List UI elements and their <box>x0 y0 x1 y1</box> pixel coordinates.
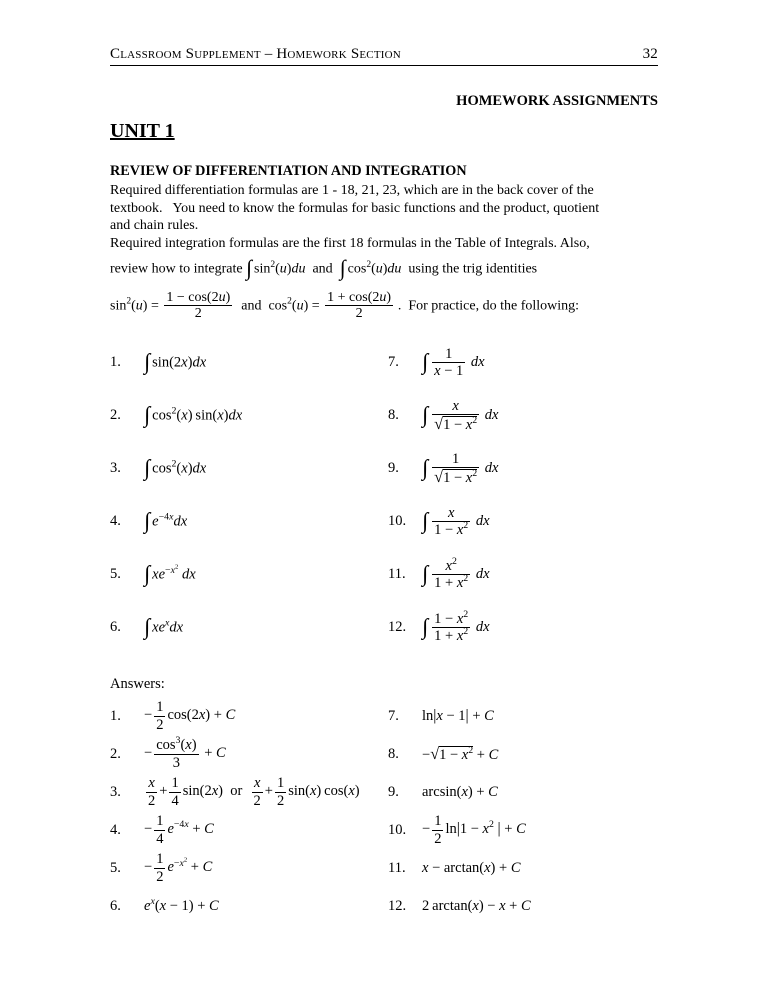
math-expression: x − arctan(x) + C <box>422 859 521 876</box>
homework-assignments-heading: HOMEWORK ASSIGNMENTS <box>456 93 658 109</box>
answer-item <box>110 697 388 735</box>
answer-number: 7. <box>388 707 399 724</box>
math-expression: − $\frac{1}{2}$ $\ln|1 - x^2$ | + C <box>422 813 526 847</box>
math-expression: $e^x(x - 1) + C$ <box>144 895 219 914</box>
answers-list <box>110 697 658 925</box>
unit-title: UNIT 1 <box>110 120 175 142</box>
problem-number: 4. <box>110 513 121 530</box>
integrate-review-line: review how to integrate ∫ $\sin^2(u)du$ and ∫ $\cos^2(u)du$ using the trig identities <box>110 256 538 280</box>
problem-item <box>110 548 388 601</box>
answer-number: 5. <box>110 859 121 876</box>
math-expression: − $\frac{1}{2}$ $e^{-x^2} + C$ <box>144 851 213 885</box>
answer-number: 9. <box>388 783 399 800</box>
problem-number: 3. <box>110 460 121 477</box>
trig-identity-line: $\sin^2(u)$ = $\frac{1 - \cos(2u)}{2}$ and $\cos^2(u)$ = $\frac{1 + \cos(2u)}{2}$ . For practice, do the following: <box>110 289 580 322</box>
paragraph-line: textbook. You need to know the formulas for basic functions and the product, quotient <box>110 200 600 216</box>
math-expression: ∫ $\frac{x^2}{1 + x^2}$ dx <box>422 555 490 592</box>
intro-paragraph <box>110 182 658 252</box>
answer-number: 6. <box>110 897 121 914</box>
math-expression: 2 arctan(x) − x + C <box>422 897 531 914</box>
problem-item <box>110 495 388 548</box>
answer-item <box>388 811 658 849</box>
math-expression: − $\frac{1}{4}$ $e^{-4x} + C$ <box>144 813 214 847</box>
paragraph-line: and chain rules. <box>110 218 199 233</box>
page-number: 32 <box>642 46 658 62</box>
answer-item <box>110 849 388 887</box>
math-expression: ∫ $\cos^2(x)dx$ <box>144 455 207 481</box>
answer-item <box>388 735 658 773</box>
answer-item <box>110 887 388 925</box>
math-expression: ∫ $\frac{1 - x^2}{1 + x^2}$ dx <box>422 608 490 645</box>
problem-number: 5. <box>110 566 121 583</box>
problem-number: 10. <box>388 513 407 530</box>
answer-number: 12. <box>388 897 407 914</box>
math-expression: ∫ $e^{-4x}dx$ <box>144 508 188 534</box>
math-expression: − $\frac{1}{2}$ cos(2x) + C <box>144 699 236 733</box>
problem-item <box>388 601 658 654</box>
math-expression: ∫ $\frac{x}{1 - x^2}$ dx <box>422 504 490 539</box>
math-expression: ln|x − 1| + C <box>422 707 494 725</box>
problem-number: 6. <box>110 619 121 636</box>
math-expression: − $\frac{\cos^3(x)}{3}$ + C <box>144 735 226 771</box>
section-title: REVIEW OF DIFFERENTIATION AND INTEGRATION <box>110 163 467 179</box>
problem-number: 7. <box>388 354 399 371</box>
paragraph-line: Required differentiation formulas are 1 - 18, 21, 23, which are in the back cover of the <box>110 183 594 198</box>
math-expression: ∫ $\frac{1}{√1 - x^2}$ dx <box>422 450 499 487</box>
answer-number: 1. <box>110 707 121 724</box>
math-expression: ∫ $\frac{x}{√1 - x^2}$ dx <box>422 397 499 434</box>
problem-item <box>388 389 658 442</box>
problem-number: 11. <box>388 566 406 583</box>
math-expression: $\frac{x}{2}$ + $\frac{1}{4}$ sin(2x) or $\frac{x}{2}$ + $\frac{1}{2}$ sin(x) cos(x) <box>148 775 360 809</box>
answer-number: 2. <box>110 745 121 762</box>
answer-number: 8. <box>388 745 399 762</box>
math-expression: ∫ $xe^xdx$ <box>144 614 184 640</box>
problem-number: 2. <box>110 407 121 424</box>
problem-item <box>388 495 658 548</box>
problem-item <box>110 389 388 442</box>
answer-item <box>388 697 658 735</box>
answer-item <box>110 735 388 773</box>
problems-list <box>110 336 658 654</box>
problem-number: 8. <box>388 407 399 424</box>
answer-item <box>388 887 658 925</box>
answers-heading: Answers: <box>110 676 165 693</box>
answer-item <box>110 811 388 849</box>
problem-number: 12. <box>388 619 407 636</box>
math-expression: ∫ $\cos^2(x)$ sin(x)dx <box>144 402 243 428</box>
answer-number: 4. <box>110 821 121 838</box>
problem-item <box>110 336 388 389</box>
header-title: Classroom Supplement – Homework Section <box>110 46 401 62</box>
paragraph-line: Required integration formulas are the first 18 formulas in the Table of Integrals. Also, <box>110 235 590 251</box>
problem-item <box>388 442 658 495</box>
answer-number: 10. <box>388 821 407 838</box>
answer-item <box>388 773 658 811</box>
math-expression: ∫ $\frac{1}{x - 1}$ dx <box>422 345 485 380</box>
problem-item <box>110 442 388 495</box>
answer-number: 11. <box>388 859 406 876</box>
math-expression: $-√1 - x^2 + C$ <box>422 744 499 763</box>
problem-item <box>388 548 658 601</box>
answer-item <box>110 773 388 811</box>
problem-item <box>388 336 658 389</box>
math-expression: arcsin(x) + C <box>422 783 498 800</box>
answer-item <box>388 849 658 887</box>
page-header <box>110 46 658 66</box>
math-expression: ∫ sin(2x)dx <box>144 349 207 375</box>
problem-number: 9. <box>388 460 399 477</box>
answer-number: 3. <box>110 783 121 800</box>
problem-item <box>110 601 388 654</box>
math-expression: ∫ $xe^{-x^2}$ dx <box>144 561 196 587</box>
problem-number: 1. <box>110 354 121 371</box>
